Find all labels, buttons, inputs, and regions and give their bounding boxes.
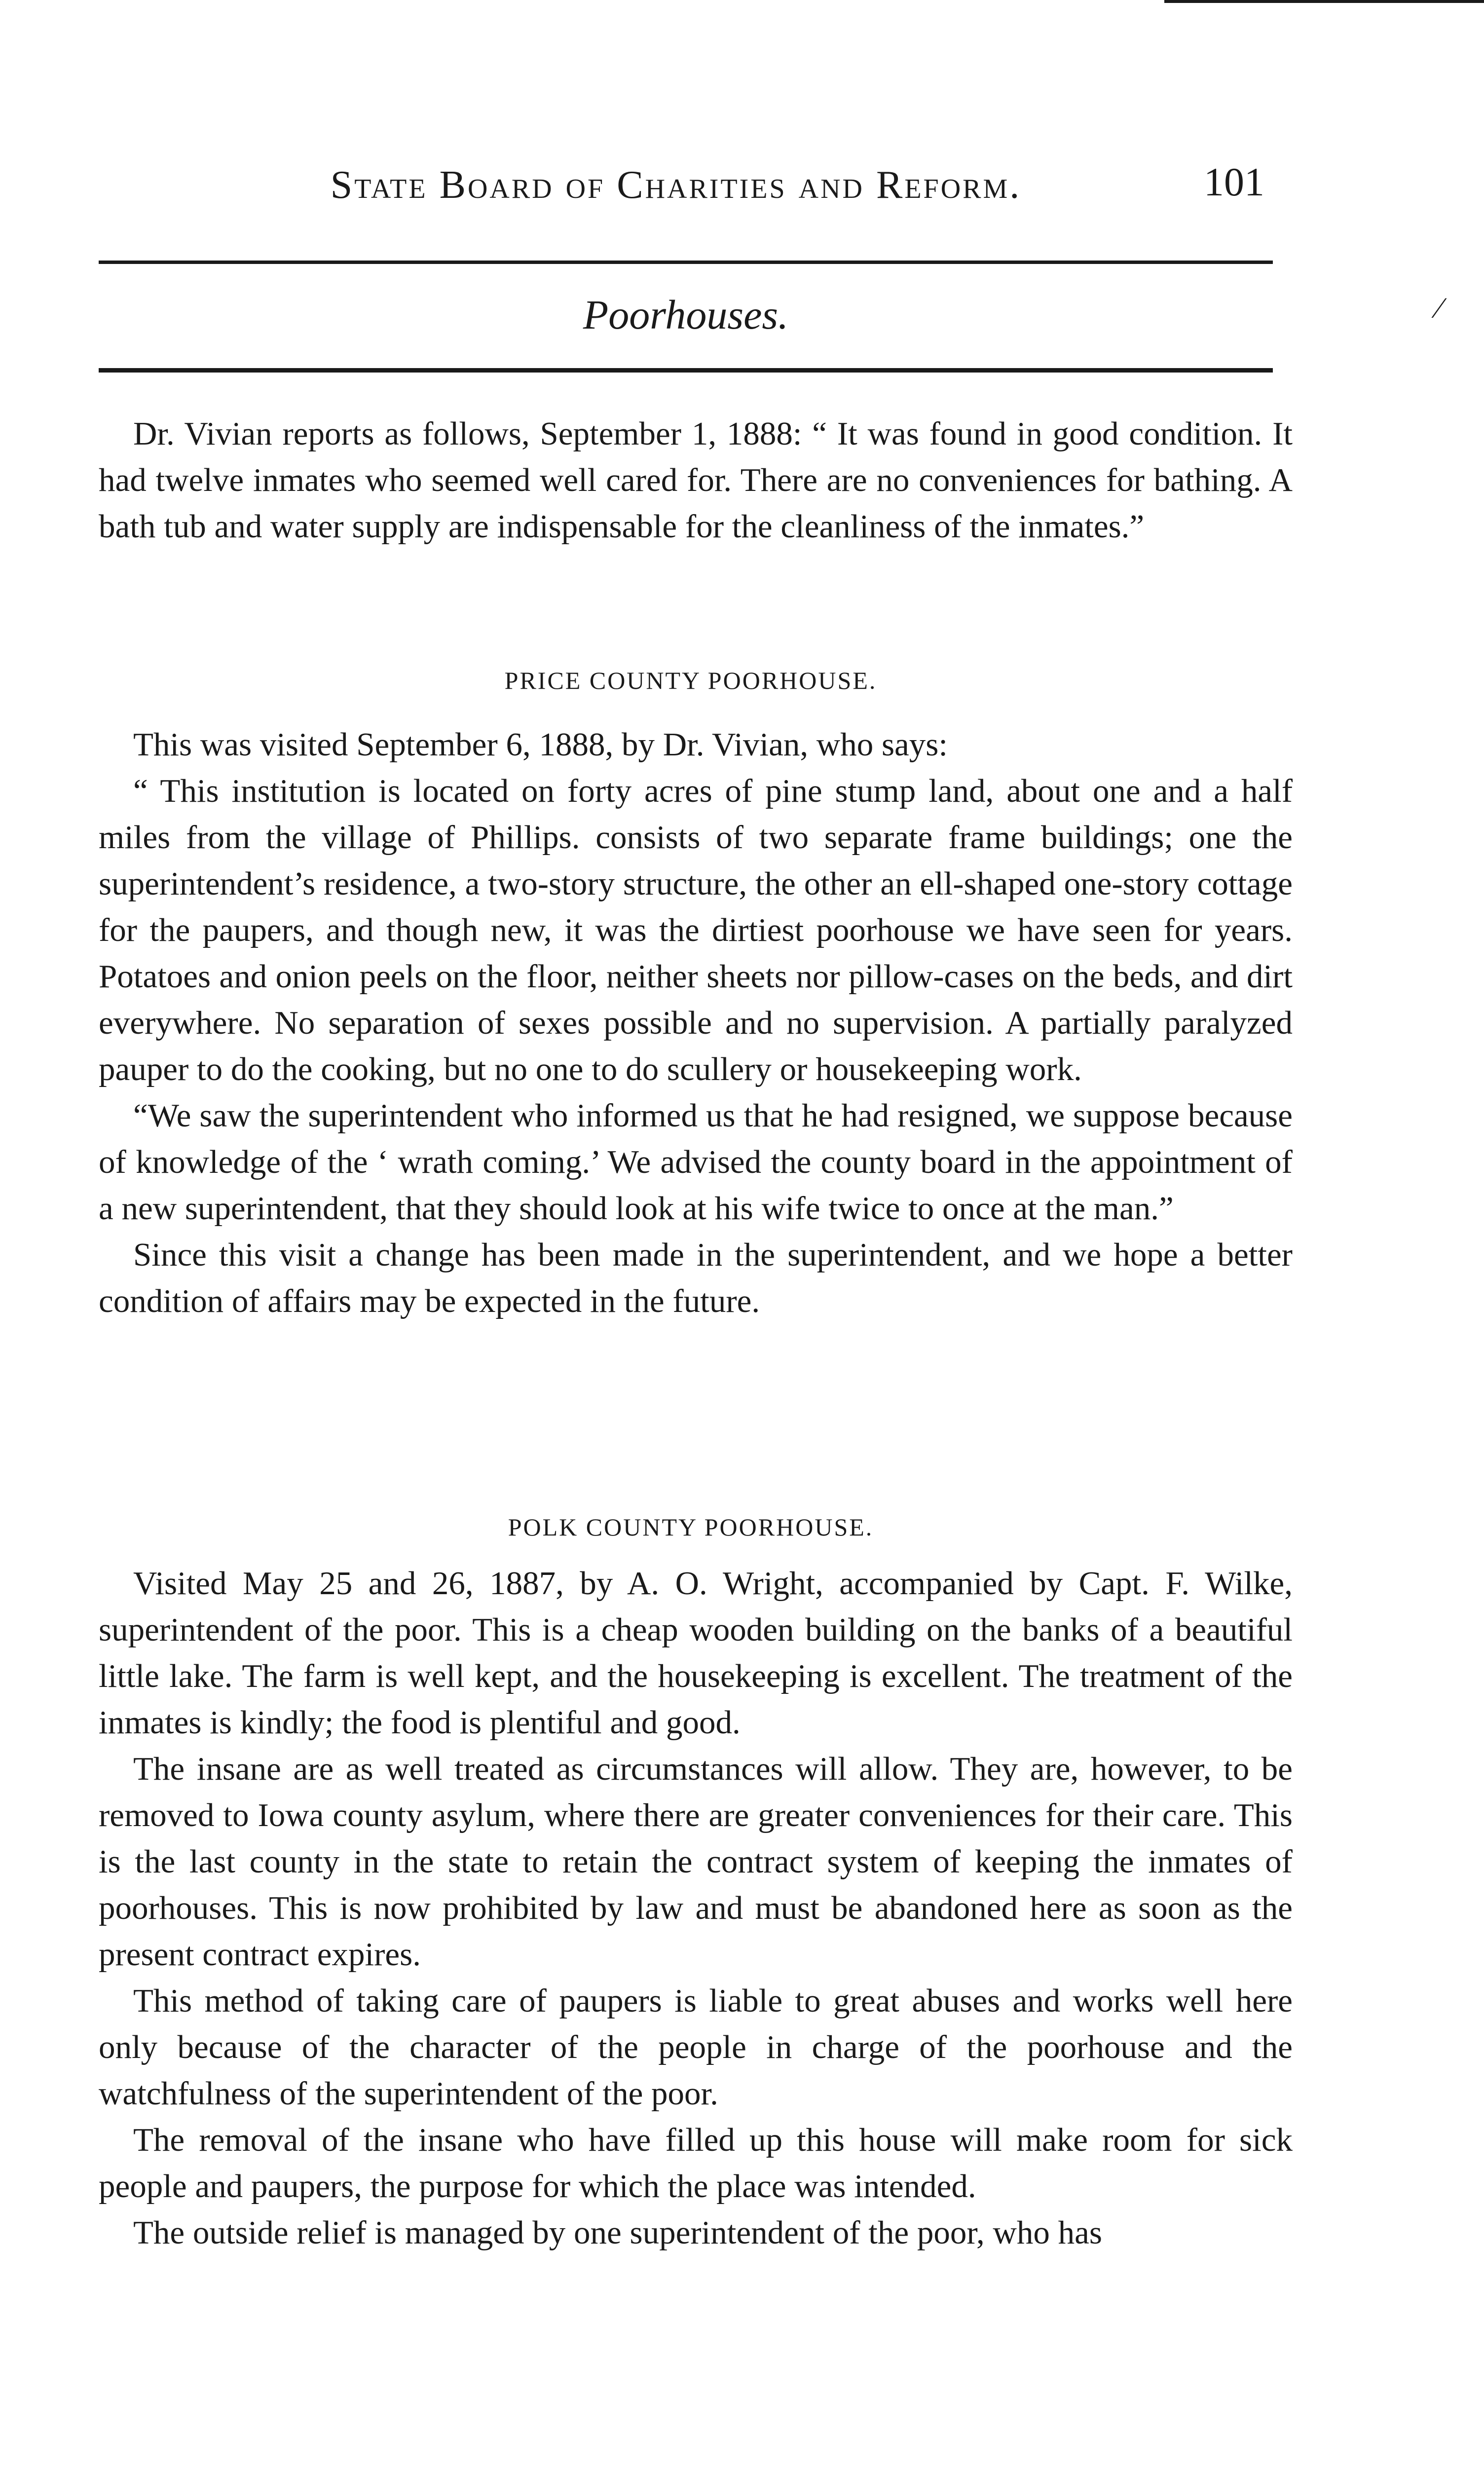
- paragraph: The outside relief is managed by one superintendent of the poor, who has: [133, 2214, 1102, 2251]
- price-county-heading: PRICE COUNTY POORHOUSE.: [504, 667, 877, 694]
- top-rule: [99, 261, 1273, 264]
- paragraph: The removal of the insane who have filled up this house will make room for sick people and paupers, the purpose for which the place was intended.: [99, 2122, 1293, 2205]
- paragraph: The insane are as well treated as circumstances will allow. They are, however, to be removed to Iowa county asylum, where there are greater conveniences for their care. This is the last county in the state to retain the contract system of keeping the inmates of poorhouses. This is now prohibited by law and must be abandoned here as soon as the present contract expires.: [99, 1751, 1293, 1973]
- paragraph: Dr. Vivian reports as follows, September 1, 1888: “ It was found in good condition. It had twelve inmates who seemed well cared for. There are no conveniences for bathing. A bath tub and water supply are indispensable for the cleanliness of the inmates.”: [99, 415, 1293, 545]
- paragraph: Visited May 25 and 26, 1887, by A. O. Wright, accompanied by Capt. F. Wilke, superintendent of the poor. This is a cheap wooden building on the banks of a beautiful little lake. The farm is well kept, and the housekeeping is excellent. The treatment of the inmates is kindly; the food is plentiful and good.: [99, 1565, 1293, 1741]
- polk-county-block: [99, 1560, 1293, 2256]
- section-title: Poorhouses.: [583, 292, 789, 338]
- print-speck: ⁄: [1437, 292, 1442, 324]
- paragraph: Since this visit a change has been made in the superintendent, and we hope a better condition of affairs may be expected in the future.: [99, 1236, 1293, 1319]
- page-number: 101: [1204, 159, 1264, 204]
- scan-edge-mark: [1164, 0, 1484, 3]
- bottom-rule: [99, 368, 1273, 373]
- paragraph: “ This institution is located on forty acres of pine stump land, about one and a half miles from the village of Phillips. consists of two separate frame buildings; one the superintendent’s residence, a two-story structure, the other an ell-shaped one-story cottage for the paupers, and though new, it was the dirtiest poorhouse we have seen for years. Potatoes and onion peels on the floor, neither sheets nor pillow-cases on the beds, and dirt everywhere. No separation of sexes possible and no supervision. A partially paralyzed pauper to do the cooking, but no one to do scullery or housekeeping work.: [99, 773, 1293, 1087]
- price-county-block: [99, 721, 1293, 1324]
- paragraph: This was visited September 6, 1888, by Dr. Vivian, who says:: [133, 726, 948, 763]
- running-head: State Board of Charities and Reform.: [330, 163, 1022, 207]
- intro-block: [99, 411, 1293, 550]
- polk-county-heading: POLK COUNTY POORHOUSE.: [508, 1513, 874, 1541]
- paragraph: This method of taking care of paupers is liable to great abuses and works well here only because of the character of the people in charge of the poorhouse and the watchfulness of the superintendent of the poor.: [99, 1982, 1293, 2112]
- paragraph: “We saw the superintendent who informed us that he had resigned, we suppose because of knowledge of the ‘ wrath coming.’ We advised the county board in the appointment of a new superintendent, that they should look at his wife twice to once at the man.”: [99, 1097, 1293, 1227]
